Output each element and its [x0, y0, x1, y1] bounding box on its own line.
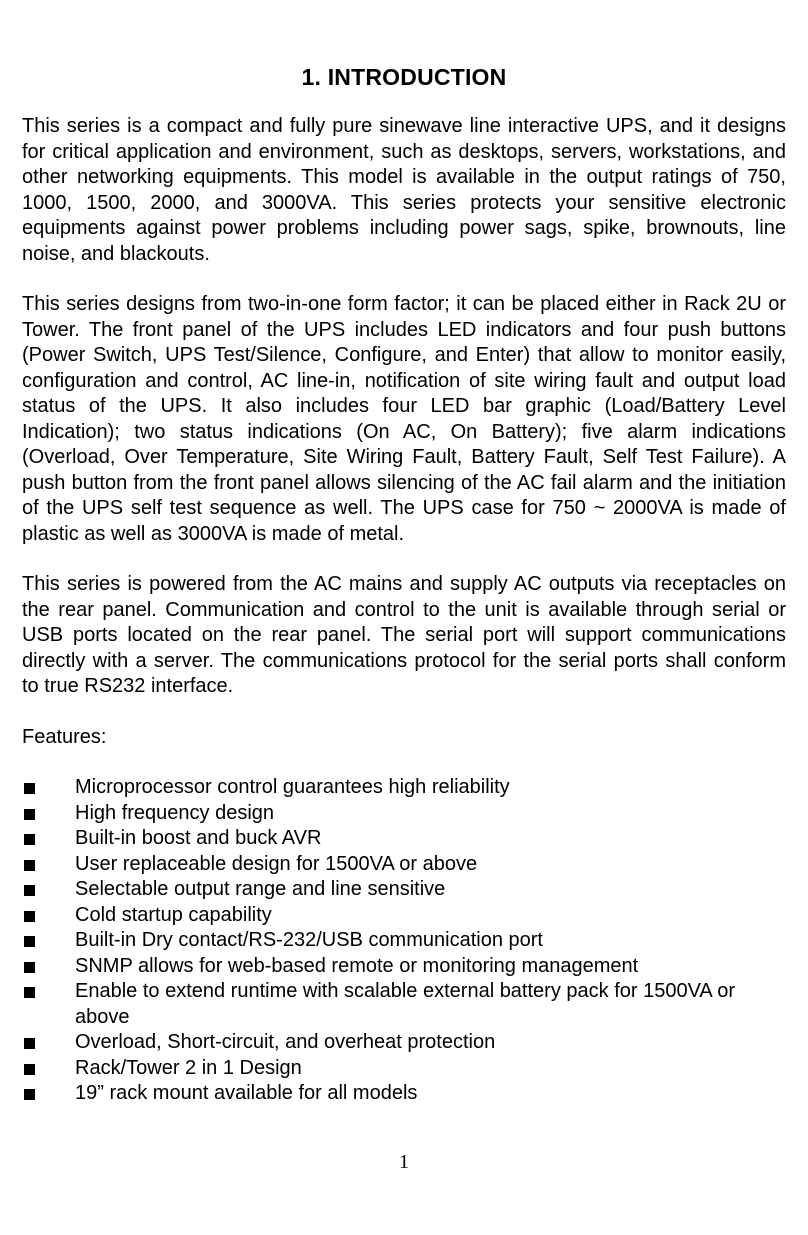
square-bullet-icon [24, 809, 35, 820]
square-bullet-icon [24, 834, 35, 845]
feature-item [22, 979, 786, 1030]
feature-text: Built-in boost and buck AVR [75, 827, 322, 849]
intro-paragraph-3: This series is powered from the AC mains and supply AC outputs via receptacles on the rear panel. Communication and control to the unit is available through serial or USB ports located on the rear panel. The serial port will support communications directly with a server. The communications protocol for the serial ports shall conform to true RS232 interface. [22, 573, 786, 697]
square-bullet-icon [24, 911, 35, 922]
feature-item [22, 903, 786, 929]
feature-text: Overload, Short-circuit, and overheat protection [75, 1031, 496, 1053]
square-bullet-icon [24, 1064, 35, 1075]
feature-item [22, 954, 786, 980]
square-bullet-icon [24, 962, 35, 973]
feature-item [22, 877, 786, 903]
feature-item [22, 852, 786, 878]
feature-item [22, 826, 786, 852]
feature-list [22, 775, 786, 1107]
feature-item [22, 775, 786, 801]
feature-text: Built-in Dry contact/RS-232/USB communication port [75, 929, 543, 951]
square-bullet-icon [24, 783, 35, 794]
square-bullet-icon [24, 987, 35, 998]
feature-item [22, 1056, 786, 1082]
document-page [22, 0, 786, 1107]
feature-text: Selectable output range and line sensitive [75, 878, 446, 900]
feature-item [22, 1030, 786, 1056]
feature-text: SNMP allows for web-based remote or monitoring management [75, 954, 639, 977]
section-title: 1. INTRODUCTION [301, 64, 507, 90]
square-bullet-icon [24, 885, 35, 896]
feature-item [22, 1081, 786, 1107]
intro-paragraph-1: This series is a compact and fully pure sinewave line interactive UPS, and it designs for critical application and environment, such as desktops, servers, workstations, and other networking equipments. This model is available in the output ratings of 750, 1000, 1500, 2000, and 3000VA. This series protects your sensitive electronic equipments against power problems including power sags, spike, brownouts, line noise, and blackouts. [22, 115, 786, 265]
square-bullet-icon [24, 860, 35, 871]
feature-item [22, 928, 786, 954]
feature-text: Enable to extend runtime with scalable external battery pack for 1500VA or above [75, 980, 736, 1028]
page-number: 1 [399, 1151, 409, 1173]
square-bullet-icon [24, 936, 35, 947]
feature-text: 19” rack mount available for all models [75, 1082, 418, 1104]
feature-text: High frequency design [75, 801, 275, 824]
square-bullet-icon [24, 1089, 35, 1100]
feature-text: User replaceable design for 1500VA or above [75, 852, 478, 875]
feature-text: Microprocessor control guarantees high reliability [75, 776, 510, 798]
square-bullet-icon [24, 1038, 35, 1049]
feature-item [22, 801, 786, 827]
feature-text: Cold startup capability [75, 903, 272, 926]
features-label: Features: [22, 725, 107, 748]
intro-paragraph-2: This series designs from two-in-one form factor; it can be placed either in Rack 2U or Tower. The front panel of the UPS includes LED indicators and four push buttons (Power Switch, UPS Test/Silence, Configure, and Enter) that allow to monitor easily, configuration and control, AC line-in, notification of site wiring fault and output load status of the UPS. It also includes four LED bar graphic (Load/Battery Level Indication); two status indications (On AC, On Battery); five alarm indications (Overload, Over Temperature, Site Wiring Fault, Battery Fault, Self Test Failure). A push button from the front panel allows silencing of the AC fail alarm and the initiation of the UPS self test sequence as well. The UPS case for 750 ~ 2000VA is made of plastic as well as 3000VA is made of metal. [22, 293, 786, 545]
feature-text: Rack/Tower 2 in 1 Design [75, 1056, 302, 1079]
